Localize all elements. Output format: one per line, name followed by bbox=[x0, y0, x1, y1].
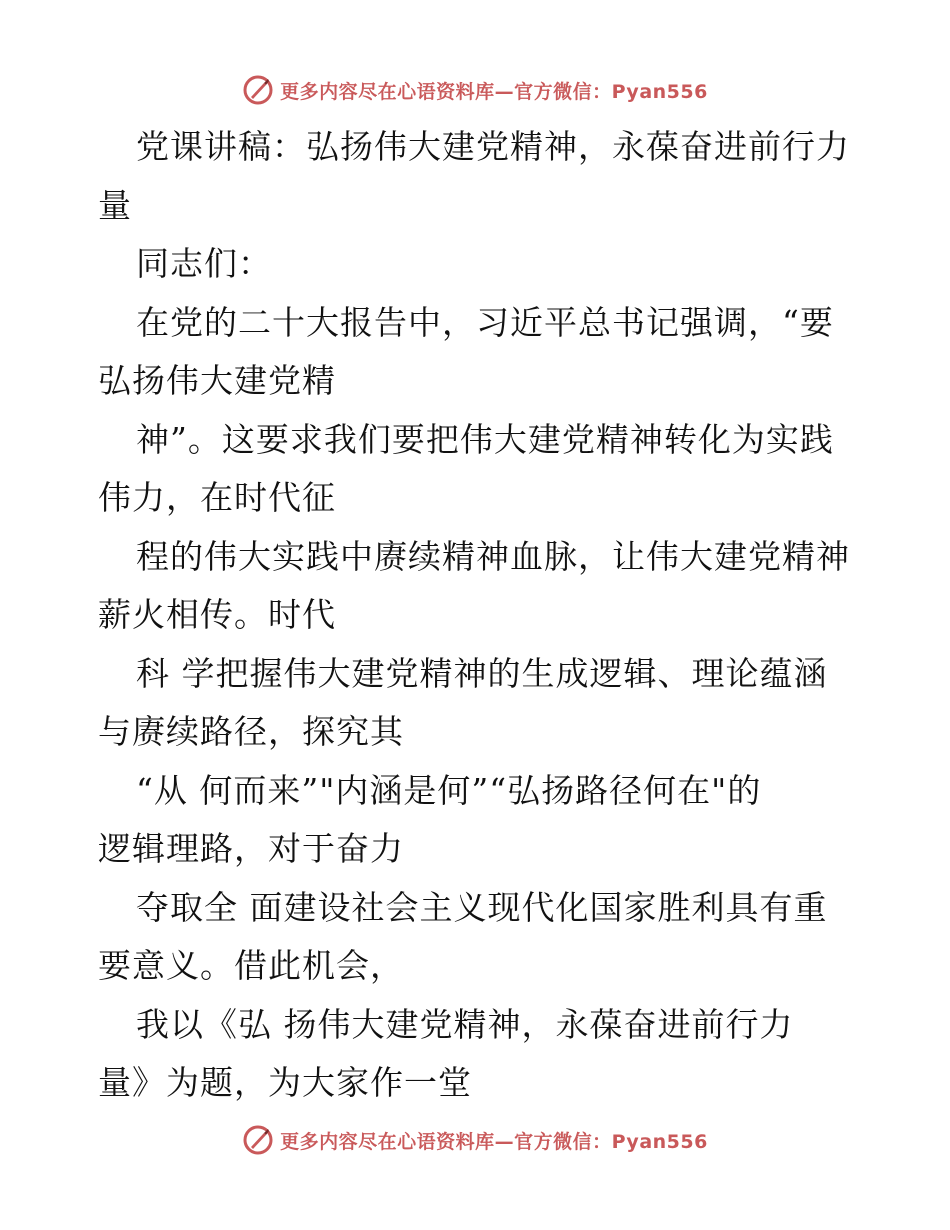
quill-logo-icon bbox=[242, 74, 274, 106]
document-body bbox=[98, 118, 858, 1113]
text-line: 程的伟大实践中赓续精神血脉，让伟大建党精神 bbox=[136, 536, 850, 576]
watermark-text: 更多内容尽在心语资料库—官方微信：Pyan556 bbox=[280, 80, 708, 103]
title-line-2: 量 bbox=[98, 185, 132, 225]
text-line: 我以《弘 扬伟大建党精神，永葆奋进前行力 bbox=[136, 1004, 794, 1044]
text-line: “从 何而来”"内涵是何”“弘扬路径何在"的 bbox=[136, 770, 762, 810]
text-line: 科 学把握伟大建党精神的生成逻辑、理论蕴涵 bbox=[136, 653, 828, 693]
text-line: 与赓续路径，探究其 bbox=[98, 712, 404, 751]
text-line: 量》为题，为大家作一堂 bbox=[98, 1063, 472, 1102]
salutation: 同志们： bbox=[136, 244, 272, 283]
text-line: 逻辑理路，对于奋力 bbox=[98, 829, 404, 868]
title-line-1: 党课讲稿：弘扬伟大建党精神，永葆奋进前行力 bbox=[136, 127, 850, 166]
text-line: 要意义。借此机会， bbox=[98, 946, 404, 985]
text-line: 薪火相传。时代 bbox=[98, 595, 336, 634]
header-watermark-banner bbox=[0, 70, 950, 110]
quill-logo-icon bbox=[242, 1124, 274, 1156]
text-line: 在党的二十大报告中，习近平总书记强调，“要 bbox=[136, 302, 834, 342]
text-line: 弘扬伟大建党精 bbox=[98, 361, 336, 400]
watermark-text: 更多内容尽在心语资料库—官方微信：Pyan556 bbox=[280, 1130, 708, 1153]
text-line: 神”。这要求我们要把伟大建党精神转化为实践 bbox=[136, 419, 834, 459]
footer-watermark-banner bbox=[0, 1120, 950, 1160]
text-line: 夺取全 面建设社会主义现代化国家胜利具有重 bbox=[136, 887, 828, 927]
text-line: 伟力，在时代征 bbox=[98, 478, 336, 517]
